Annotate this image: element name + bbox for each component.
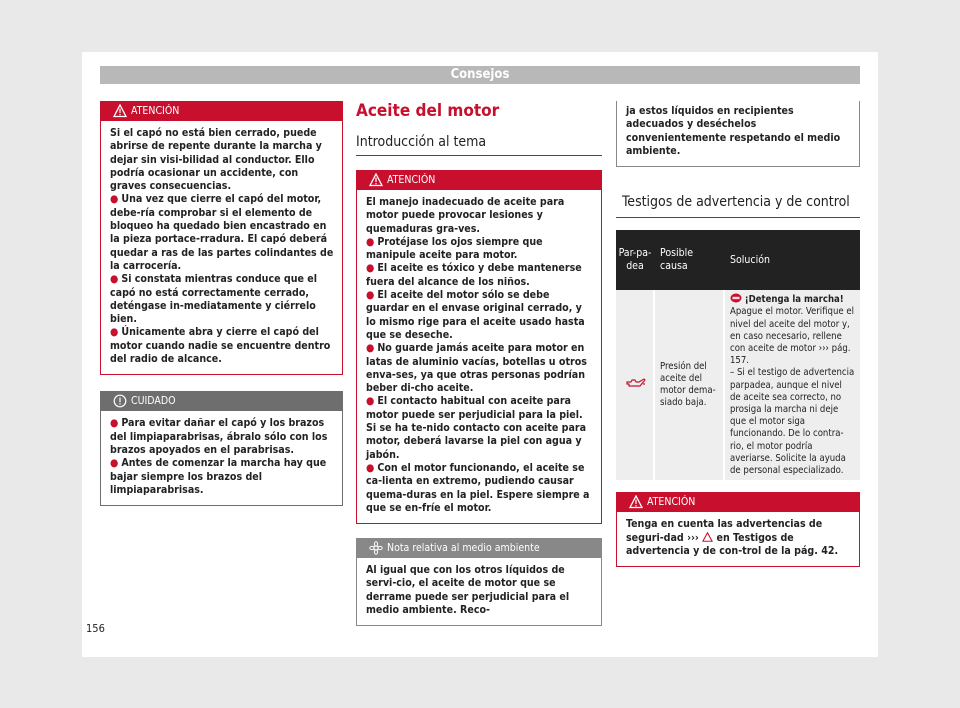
warning-lamp-table	[616, 230, 860, 480]
info-circle-icon	[113, 394, 127, 408]
list-item: ● Una vez que cierre el capó del motor, debe-ría comprobar si el elemento de bloqueo ha quedado bien encastrado en la pieza portace-rradura. El capó deberá quedar a ras de las partes colindantes de la carrocería.	[110, 193, 334, 272]
section-heading-block	[616, 193, 860, 218]
table-header: Solución	[724, 230, 860, 290]
environment-note-box	[356, 538, 602, 626]
warning-box-hood	[100, 101, 343, 375]
caution-box-header	[101, 392, 342, 411]
environment-note-text: ja estos líquidos en recipientes adecuados y deséchelos convenientemente respetando el medio ambiente.	[626, 105, 841, 157]
warning-label: ATENCIÓN	[647, 496, 696, 509]
environment-note-header	[357, 539, 601, 558]
caution-label: CUIDADO	[131, 395, 176, 408]
page-number: 156	[86, 622, 105, 635]
list-item: ● No guarde jamás aceite para motor en latas de aluminio vacías, botellas u otros enva-ses, ya que otras personas podrían beber di-cho aceite.	[366, 342, 587, 395]
stop-lamp-icon	[730, 293, 742, 303]
list-item: ● Para evitar dañar el capó y los brazos del limpiaparabrisas, ábralo sólo con los brazos apoyados en el parabrisas.	[110, 417, 328, 456]
environment-note-continued	[616, 101, 860, 167]
warning-box-lamps	[616, 492, 860, 567]
section-heading: Testigos de advertencia y de control	[622, 194, 850, 211]
warning-box-header	[357, 171, 601, 190]
solution-title: ¡Detenga la marcha!	[744, 294, 844, 306]
warning-triangle-icon	[113, 104, 127, 118]
warning-intro: Si el capó no está bien cerrado, puede abrirse de repente durante la marcha y dejar sin visi-bilidad al conductor. Ello podría ocasionar un accidente, con graves consecuencias.	[110, 127, 322, 193]
table-header: Posible causa	[654, 230, 724, 290]
warning-label: ATENCIÓN	[131, 105, 180, 117]
cause-cell: Presión del aceite del motor dema-siado baja.	[654, 290, 724, 480]
warning-intro: El manejo inadecuado de aceite para motor puede provocar lesiones y quemaduras gra-ves.	[366, 196, 565, 235]
table-header: Par-pa-dea	[616, 230, 654, 290]
warning-box-header	[617, 493, 859, 512]
list-item: ● Antes de comenzar la marcha hay que bajar siempre los brazos del limpiaparabrisas.	[110, 457, 327, 496]
list-item: ● Protéjase los ojos siempre que manipule aceite para motor.	[366, 235, 543, 262]
warning-reference: Tenga en cuenta las advertencias de seguri-dad ››› en Testigos de advertencia y de con-trol de la pág. 42.	[626, 518, 839, 557]
warning-triangle-icon	[702, 532, 713, 542]
warning-body	[357, 190, 601, 523]
section-title: Aceite del motor	[356, 101, 500, 121]
list-item: ● Con el motor funcionando, el aceite se ca-lienta en extremo, pudiendo causar quema-duras en la piel. Espere siempre a que se en-fríe el motor.	[366, 461, 590, 514]
environment-note-label: Nota relativa al medio ambiente	[387, 542, 540, 555]
column-left	[100, 101, 343, 506]
warning-box-header	[101, 102, 342, 121]
solution-cell	[724, 290, 860, 480]
column-right	[616, 101, 860, 567]
lamp-cell	[616, 290, 654, 480]
warning-body	[101, 121, 342, 374]
environment-note-body	[617, 101, 859, 166]
environment-note-text: Al igual que con los otros líquidos de servi-cio, el aceite de motor que se derrame puede ser perjudicial para el medio ambiente. Reco-	[366, 564, 570, 617]
list-item: ● El aceite del motor sólo se debe guardar en el envase original cerrado, y lo mismo rige para el aceite usado hasta que se deseche.	[366, 289, 585, 341]
warning-triangle-icon	[369, 173, 383, 187]
list-item: ● El aceite es tóxico y debe mantenerse fuera del alcance de los niños.	[366, 262, 582, 288]
warning-body	[617, 512, 859, 566]
list-item: ● El contacto habitual con aceite para motor puede ser perjudicial para la piel. Si se ha te-nido contacto con aceite para motor, deberá lavarse la piel con agua y jabón.	[366, 395, 587, 461]
caution-bullets	[110, 417, 334, 497]
warning-label: ATENCIÓN	[387, 174, 436, 186]
caution-box-hood	[100, 391, 343, 506]
environment-note-body	[357, 558, 601, 625]
solution-extra: – Si el testigo de advertencia parpadea, aunque el nivel de aceite sea correcto, no prosiga la marcha ni deje que el motor siga funcionando. De lo contra-rio, el motor podría averiarse. Solicite la ayuda de personal especializado.	[730, 367, 855, 477]
solution-text: Apague el motor. Verifique el nivel del aceite del motor y, en caso necesario, rellene con aceite de motor ››› pág. 157.	[730, 306, 854, 367]
warning-triangle-icon	[629, 495, 643, 509]
chapter-header: Consejos	[100, 66, 860, 84]
list-item: ● Si constata mientras conduce que el capó no está correctamente cerrado, deténgase in-mediatamente y ciérrelo bien.	[110, 273, 317, 326]
subtitle-block	[356, 121, 602, 156]
warning-bullets	[366, 236, 593, 515]
column-middle	[356, 101, 602, 626]
table-row	[616, 290, 860, 480]
list-item: ● Únicamente abra y cierre el capó del motor cuando nadie se encuentre dentro del radio de alcance.	[110, 326, 331, 366]
warning-box-oil	[356, 170, 602, 524]
oil-can-icon	[624, 377, 646, 389]
solution-title-line	[730, 293, 855, 306]
section-subtitle: Introducción al tema	[356, 134, 487, 150]
warning-bullets	[110, 193, 334, 366]
environment-icon	[369, 541, 383, 555]
caution-body	[101, 411, 342, 505]
